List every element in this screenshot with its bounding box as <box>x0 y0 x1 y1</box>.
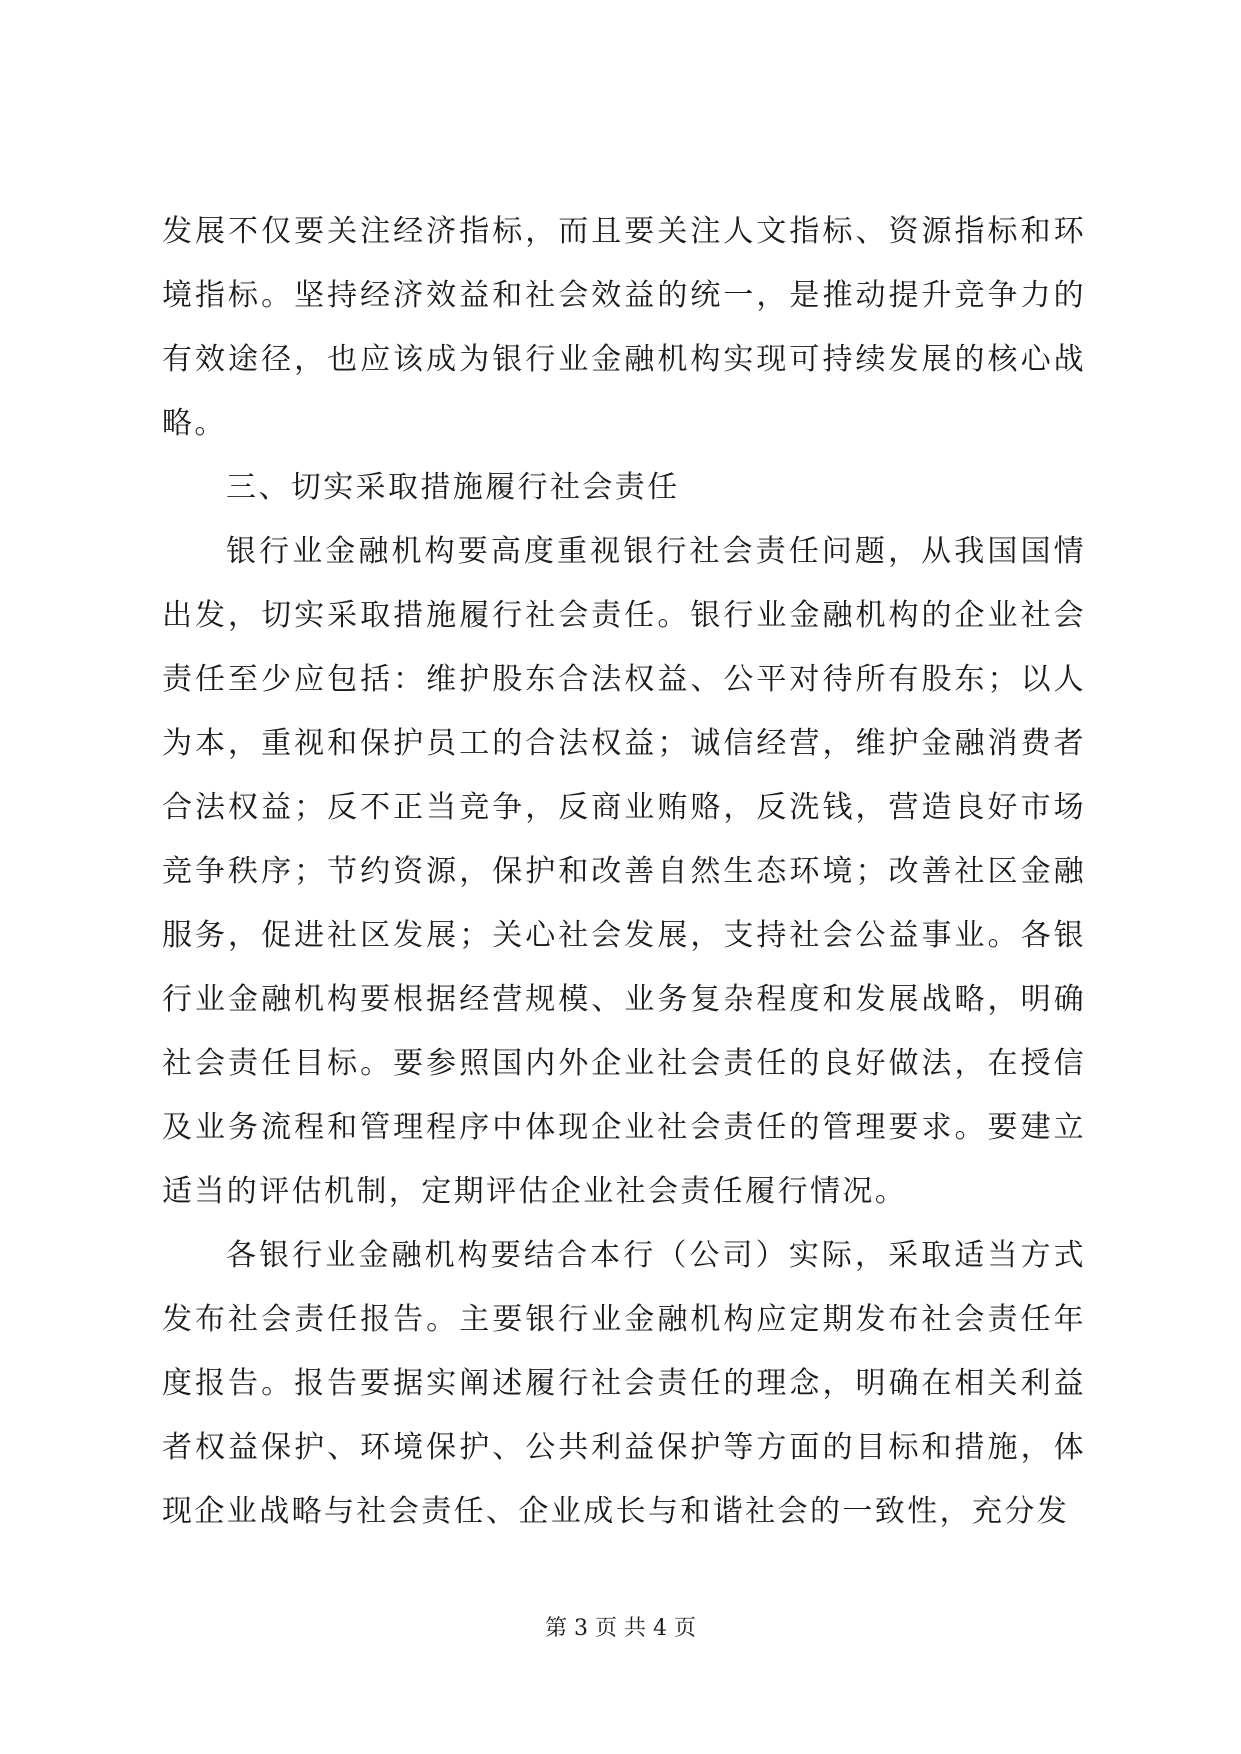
paragraph-continuation: 发展不仅要关注经济指标，而且要关注人文指标、资源指标和环境指标。坚持经济效益和社会效益的统一，是推动提升竞争力的有效途径，也应该成为银行业金融机构实现可持续发展的核心战略。 <box>162 214 1086 441</box>
paragraph-report: 各银行业金融机构要结合本行（公司）实际，采取适当方式发布社会责任报告。主要银行业金融机构应定期发布社会责任年度报告。报告要据实阐述履行社会责任的理念，明确在相关利益者权益保护、环境保护、公共利益保护等方面的目标和措施，体现企业战略与社会责任、企业成长与和谐社会的一致性，充分发 <box>162 1238 1086 1529</box>
page-number-footer: 第 3 页 共 4 页 <box>545 1616 696 1641</box>
document-body <box>162 200 1086 1544</box>
paragraph-responsibilities: 银行业金融机构要高度重视银行社会责任问题，从我国国情出发，切实采取措施履行社会责任。银行业金融机构的企业社会责任至少应包括：维护股东合法权益、公平对待所有股东；以人为本，重视和保护员工的合法权益；诚信经营，维护金融消费者合法权益；反不正当竞争，反商业贿赂，反洗钱，营造良好市场竞争秩序；节约资源，保护和改善自然生态环境；改善社区金融服务，促进社区发展；关心社会发展，支持社会公益事业。各银行业金融机构要根据经营规模、业务复杂程度和发展战略，明确社会责任目标。要参照国内外企业社会责任的良好做法，在授信及业务流程和管理程序中体现企业社会责任的管理要求。要建立适当的评估机制，定期评估企业社会责任履行情况。 <box>162 534 1086 1209</box>
section-heading: 三、切实采取措施履行社会责任 <box>226 470 680 505</box>
